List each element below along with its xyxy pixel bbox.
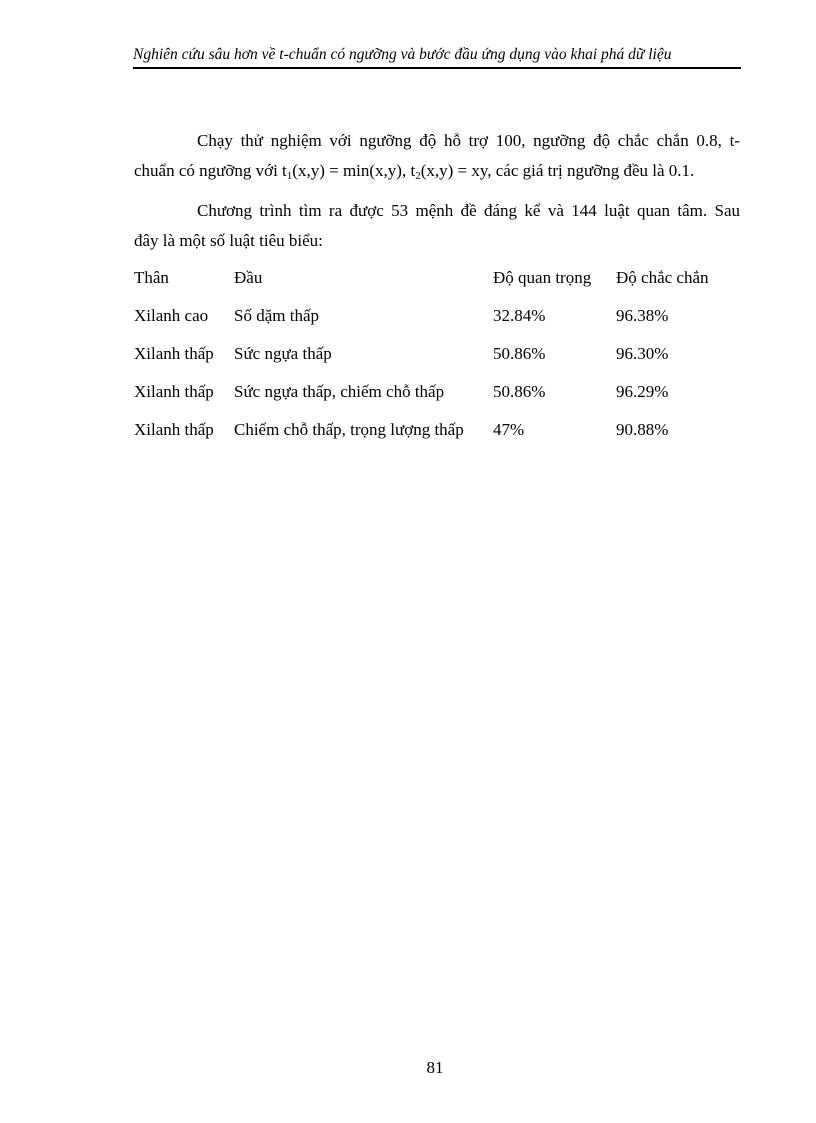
paragraph-line: [134, 126, 740, 156]
column-header-confidence: Độ chắc chắn: [616, 268, 709, 287]
column-header-body: Thân: [134, 268, 169, 287]
paragraph-line: [134, 226, 740, 256]
table-cell: Số dặm thấp: [234, 306, 319, 325]
table-cell: Xilanh thấp: [134, 420, 214, 439]
table-header-row: [134, 264, 754, 302]
table-cell: 50.86%: [493, 382, 546, 401]
page-number: 81: [426, 1058, 444, 1077]
table-row: [134, 416, 754, 454]
table-cell: 47%: [493, 420, 525, 439]
paragraph-text: đây là một số luật tiêu biểu:: [134, 231, 323, 250]
paragraph-text: (x,y) = min(x,y), t: [292, 161, 416, 180]
column-header-head: Đầu: [234, 268, 263, 287]
table-cell: Xilanh thấp: [134, 382, 214, 401]
paragraph-experiment-setup: [134, 126, 740, 186]
table-cell: Xilanh thấp: [134, 344, 214, 363]
table-cell: 96.29%: [616, 382, 669, 401]
table-cell: Sức ngựa thấp: [234, 344, 332, 363]
table-cell: 90.88%: [616, 420, 669, 439]
paragraph-line: [134, 156, 740, 186]
table-cell: Xilanh cao: [134, 306, 209, 325]
table-row: [134, 378, 754, 416]
running-header: Nghiên cứu sâu hơn về t-chuẩn có ngưỡng và bước đầu ứng dụng vào khai phá dữ liệu: [133, 46, 672, 63]
table-cell: Sức ngựa thấp, chiếm chỗ thấp: [234, 382, 445, 401]
table-row: [134, 302, 754, 340]
table-cell: 50.86%: [493, 344, 546, 363]
table-cell: 96.30%: [616, 344, 669, 363]
table-cell: Chiếm chỗ thấp, trọng lượng thấp: [234, 420, 464, 439]
paragraph-text: (x,y) = xy, các giá trị ngưỡng đều là 0.1.: [420, 161, 695, 180]
rules-table: [134, 264, 754, 454]
paragraph-text: chuẩn có ngưỡng với t: [134, 161, 287, 180]
table-cell: 96.38%: [616, 306, 669, 325]
table-row: [134, 340, 754, 378]
subscript: 2: [415, 170, 421, 182]
column-header-importance: Độ quan trọng: [493, 268, 592, 287]
paragraph-results-intro: [134, 196, 740, 256]
paragraph-line: [134, 196, 740, 226]
table-cell: 32.84%: [493, 306, 546, 325]
paragraph-text: Chạy thử nghiệm với ngưỡng độ hỗ trợ 100, ngưỡng độ chắc chắn 0.8, t-: [197, 131, 740, 150]
paragraph-text: Chương trình tìm ra được 53 mệnh đề đáng kể và 144 luật quan tâm. Sau: [197, 201, 740, 220]
header-rule: [133, 67, 741, 69]
subscript: 1: [286, 170, 293, 182]
